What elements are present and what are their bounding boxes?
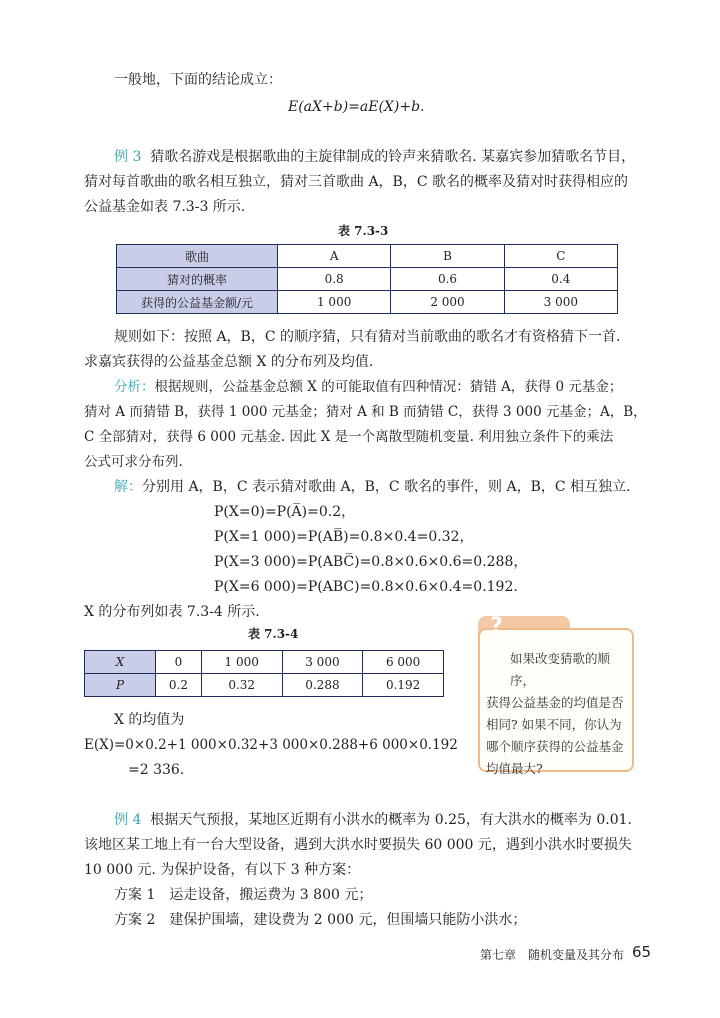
table-733 [116,244,618,314]
callout-line: 均值最大? [486,761,543,776]
table-cell: 0.192 [363,674,444,697]
table-734-caption: 表 7.3-4 [248,627,299,641]
callout-line: 哪个顺序获得的公益基金 [486,739,624,754]
table-cell: 0.6 [391,268,504,291]
chapter-footer: 第七章 随机变量及其分布 [480,948,625,962]
equation-p-x0: P(X=0)=P(A̅)=0.2， [214,504,356,520]
solution-first-line [114,476,630,498]
page-number: 65 [632,943,652,961]
callout-text [486,648,626,780]
equation-p-x6000: P(X=6 000)=P(ABC)=0.8×0.6×0.4=0.192. [214,579,518,595]
equation-p-x3000: P(X=3 000)=P(ABC̅)=0.8×0.6×0.6=0.288， [214,554,528,570]
example3-text: 猜歌名游戏是根据歌曲的主旋律制成的铃声来猜歌名. 某嘉宾参加猜歌名节目， [150,149,636,165]
analysis-line4: 公式可求分布列. [84,454,183,470]
table-cell: 0.32 [201,674,282,697]
solution-label: 解： [114,479,142,495]
mean-equation-line1: E(X)=0×0.2+1 000×0.32+3 000×0.288+6 000×0.192 [84,737,458,753]
table-cell: 0.288 [282,674,363,697]
analysis-line3: C 全部猜对，获得 6 000 元基金. 因此 X 是一个离散型随机变量. 利用独立条件下的乘法 [84,429,614,445]
table-row [85,651,444,674]
rules-line1: 规则如下：按照 A，B，C 的顺序猜，只有猜对当前歌曲的歌名才有资格猜下一首. [114,329,621,345]
table-cell: B [391,245,504,268]
example3-line3: 公益基金如表 7.3-3 所示. [84,199,246,215]
analysis-text: 根据规则，公益基金总额 X 的可能取值有四种情况：猜错 A，获得 0 元基金； [154,379,623,395]
mean-equation-line2: =2 336. [128,762,185,778]
table-row [117,245,618,268]
table-row [117,268,618,291]
table-cell: C [504,245,617,268]
table-cell: 0.8 [278,268,391,291]
question-mark-icon: ? [490,614,503,639]
example3-first-line [114,146,635,168]
table-cell: 0 [156,651,202,674]
example3-line2: 猜对每首歌曲的歌名相互独立，猜对三首歌曲 A，B，C 歌名的概率及猜对时获得相应的 [84,174,629,190]
table-cell: P [85,674,156,697]
table-cell: 猜对的概率 [117,268,278,291]
callout-line: 相同? 如果不同，你认为 [486,717,622,732]
formula-linearity: E(aX+b)=aE(X)+b. [288,99,425,115]
analysis-line2: 猜对 A 而猜错 B，获得 1 000 元基金；猜对 A 和 B 而猜错 C，获得 3 000 元基金；A，B， [84,404,647,420]
table-cell: A [278,245,391,268]
table-cell: 获得的公益基金额/元 [117,291,278,314]
table-row [85,674,444,697]
table-733-caption: 表 7.3-3 [338,224,389,238]
table-cell: 0.2 [156,674,202,697]
table-cell: 0.4 [504,268,617,291]
example4-label: 例 4 [114,812,142,828]
table-cell: 歌曲 [117,245,278,268]
solution-text: 分别用 A，B，C 表示猜对歌曲 A，B，C 歌名的事件，则 A，B，C 相互独立. [142,479,631,495]
table-cell: 3 000 [504,291,617,314]
rules-line2: 求嘉宾获得的公益基金总额 X 的分布列及均值. [84,354,374,370]
analysis-label: 分析： [114,379,155,395]
callout-line: 如果改变猜歌的顺序， [510,651,611,688]
plan-1: 方案 1 运走设备，搬运费为 3 800 元； [114,887,373,903]
table-cell: 6 000 [363,651,444,674]
example4-text: 根据天气预报，某地区近期有小洪水的概率为 0.25，有大洪水的概率为 0.01. [150,812,632,828]
equation-p-x1000: P(X=1 000)=P(AB̅)=0.8×0.4=0.32， [214,529,474,545]
example3-label: 例 3 [114,149,142,165]
intro-text: 一般地，下面的结论成立： [114,72,282,88]
table-row [117,291,618,314]
analysis-first-line [114,376,622,398]
table-cell: 1 000 [201,651,282,674]
distribution-line: X 的分布列如表 7.3-4 所示. [84,604,260,620]
table-cell: 3 000 [282,651,363,674]
plan-2: 方案 2 建保护围墙，建设费为 2 000 元，但围墙只能防小洪水； [114,912,527,928]
mean-label: X 的均值为 [114,712,185,728]
example4-line3: 10 000 元. 为保护设备，有以下 3 种方案： [84,862,361,878]
table-cell: 2 000 [391,291,504,314]
example4-first-line [114,809,632,831]
table-734 [84,650,444,697]
table-cell: X [85,651,156,674]
callout-line: 获得公益基金的均值是否 [486,695,624,710]
table-cell: 1 000 [278,291,391,314]
example4-line2: 该地区某工地上有一台大型设备，遇到大洪水时要损失 60 000 元，遇到小洪水时要损失 [84,837,632,853]
